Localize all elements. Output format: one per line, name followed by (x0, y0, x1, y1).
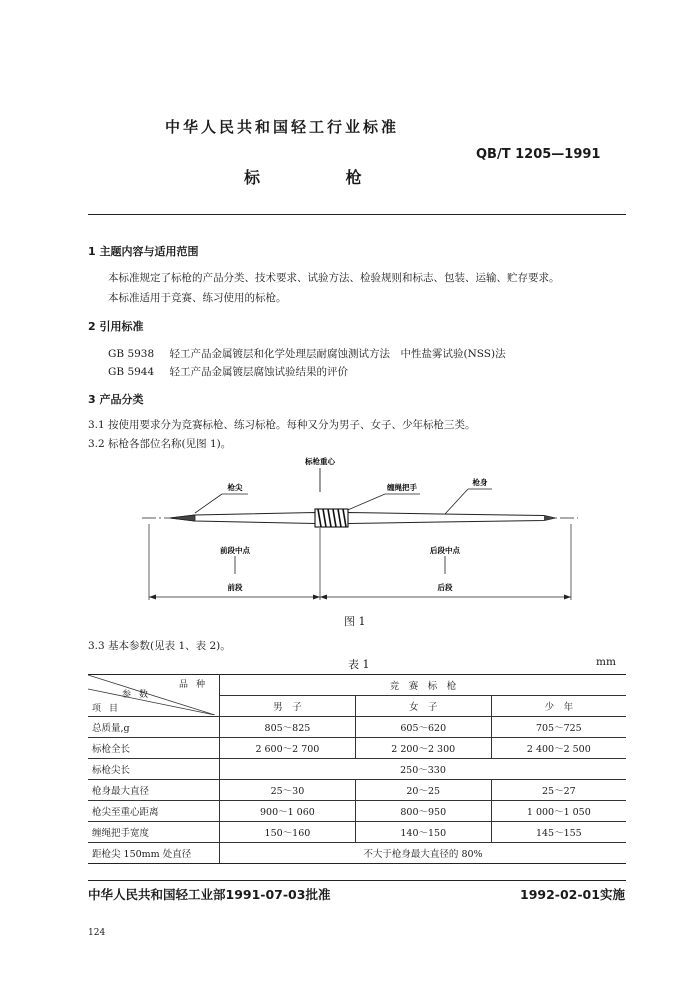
section-1-heading: 1 主题内容与适用范围 (88, 245, 199, 258)
label-tip: 枪尖 (227, 483, 243, 492)
label-rear-midpoint: 后段中点 (430, 546, 460, 555)
clause-3-1: 3.1 按使用要求分为竞赛标枪、练习标枪。每种又分为男子、女子、少年标枪三类。 (88, 419, 476, 431)
javelin-grip (315, 509, 348, 527)
table-caption: 表 1 (348, 658, 370, 671)
document-title: 标 枪 (244, 168, 402, 187)
reference-2-code: GB 5944 (108, 366, 155, 378)
cell-men: 25～30 (220, 780, 356, 801)
section-1-para-2: 本标准适用于竞赛、练习使用的标枪。 (108, 292, 287, 304)
cell-women: 20～25 (355, 780, 491, 801)
cell-men: 2 600～2 700 (220, 738, 356, 759)
reference-1 (108, 346, 506, 361)
cell-women: 140～150 (355, 822, 491, 843)
row-label: 总质量,g (88, 717, 220, 738)
section-3-heading: 3 产品分类 (88, 393, 144, 406)
clause-3-2: 3.2 标枪各部位名称(见图 1)。 (88, 438, 232, 450)
group-header: 竞 赛 标 枪 (220, 675, 627, 696)
standard-code: QB/T 1205—1991 (476, 147, 601, 162)
table-row (88, 843, 626, 864)
table-row (88, 822, 626, 843)
header-rule (88, 214, 626, 215)
cell-merged: 250～330 (220, 759, 627, 780)
clause-3-3: 3.3 基本参数(见表 1、表 2)。 (88, 640, 231, 652)
reference-1-code: GB 5938 (108, 348, 155, 360)
page-number: 124 (88, 928, 106, 938)
col-women: 女 子 (355, 696, 491, 717)
section-2-heading: 2 引用标准 (88, 320, 144, 333)
diag-param: 参数 (122, 690, 157, 700)
figure-caption: 图 1 (344, 615, 366, 628)
row-label: 标枪尖长 (88, 759, 220, 780)
issued-by: 中华人民共和国轻工业部1991-07-03批准 (88, 887, 331, 902)
table-unit: mm (596, 656, 616, 668)
cell-merged: 不大于枪身最大直径的 80% (220, 843, 627, 864)
javelin-rear-shaft (348, 513, 555, 524)
row-label: 枪尖至重心距离 (88, 801, 220, 822)
effective-date: 1992-02-01实施 (520, 887, 625, 902)
footer-rule (88, 880, 626, 881)
cell-youth: 1 000～1 050 (491, 801, 626, 822)
cell-men: 805～825 (220, 717, 356, 738)
cell-youth: 705～725 (491, 717, 626, 738)
cell-men: 150～160 (220, 822, 356, 843)
reference-2 (108, 364, 348, 379)
table-row (88, 738, 626, 759)
cell-women: 605～620 (355, 717, 491, 738)
parameters-table (88, 674, 626, 864)
reference-2-text: 轻工产品金属镀层腐蚀试验结果的评价 (169, 366, 349, 378)
row-label: 缠绳把手宽度 (88, 822, 220, 843)
label-rear-segment: 后段 (437, 583, 453, 592)
row-label: 枪身最大直径 (88, 780, 220, 801)
table-diagonal-header (88, 675, 220, 717)
col-youth: 少 年 (491, 696, 626, 717)
row-label: 距枪尖 150mm 处直径 (88, 843, 220, 864)
javelin-figure (140, 452, 580, 612)
label-front-midpoint: 前段中点 (220, 546, 250, 555)
cell-men: 900～1 060 (220, 801, 356, 822)
org-title: 中华人民共和国轻工行业标准 (165, 118, 400, 136)
reference-1-text: 轻工产品金属镀层和化学处理层耐腐蚀测试方法 中性盐雾试验(NSS)法 (169, 348, 506, 360)
cell-women: 2 200～2 300 (355, 738, 491, 759)
row-label: 标枪全长 (88, 738, 220, 759)
cell-women: 800～950 (355, 801, 491, 822)
table-row (88, 801, 626, 822)
table-row (88, 717, 626, 738)
javelin-tip (170, 515, 195, 521)
table-row (88, 759, 626, 780)
label-body: 枪身 (472, 478, 488, 487)
label-front-segment: 前段 (227, 583, 243, 592)
section-1-para-1: 本标准规定了标枪的产品分类、技术要求、试验方法、检验规则和标志、包装、运输、贮存要求。 (108, 272, 560, 284)
label-center-of-gravity: 标枪重心 (305, 457, 335, 466)
label-grip: 缠绳把手 (387, 483, 417, 492)
cell-youth: 145～155 (491, 822, 626, 843)
cell-youth: 25～27 (491, 780, 626, 801)
col-men: 男 子 (220, 696, 356, 717)
cell-youth: 2 400～2 500 (491, 738, 626, 759)
diag-variety: 品种 (178, 680, 213, 690)
diag-item: 项目 (92, 704, 127, 714)
table-row (88, 780, 626, 801)
